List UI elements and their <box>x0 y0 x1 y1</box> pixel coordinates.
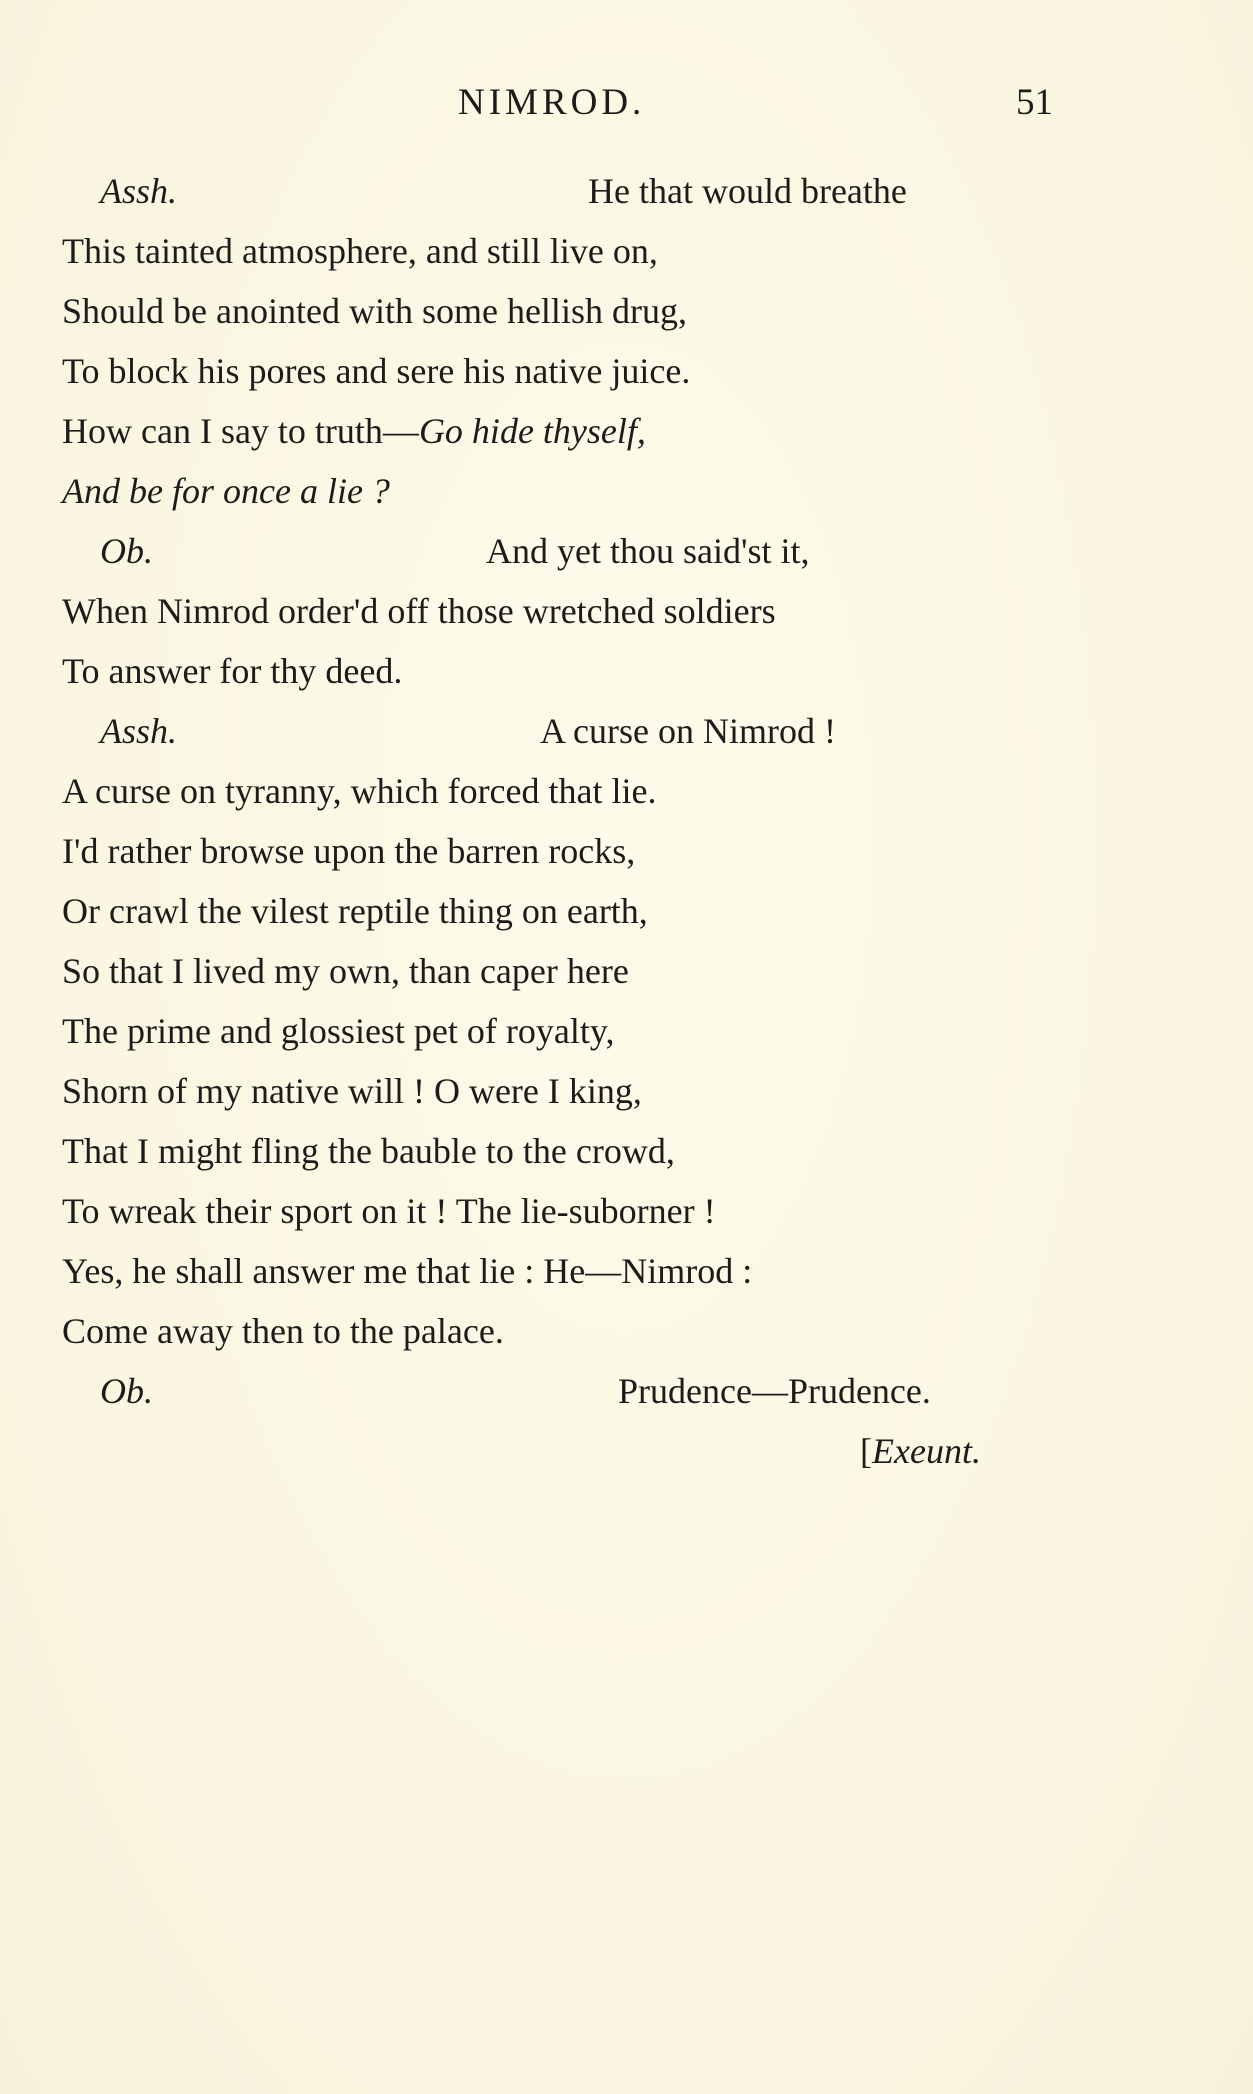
verse-line <box>62 408 646 454</box>
stage-bracket: [ <box>860 1431 872 1471</box>
speaker-label: Assh. <box>100 711 178 751</box>
verse-line: To answer for thy deed. <box>62 651 403 691</box>
verse-line: To wreak their sport on it ! The lie-suborner ! <box>62 1191 716 1231</box>
verse-line: A curse on Nimrod ! <box>540 711 836 751</box>
verse-line-italic: Go hide thyself, <box>418 411 646 451</box>
verse-line: Or crawl the vilest reptile thing on earth, <box>62 891 648 931</box>
verse-line: Should be anointed with some hellish drug, <box>62 291 687 331</box>
speaker-label: Assh. <box>100 171 178 211</box>
verse-line: Come away then to the palace. <box>62 1311 504 1351</box>
verse-line: When Nimrod order'd off those wretched soldiers <box>62 591 776 631</box>
verse-line-italic: And be for once a lie ? <box>62 471 390 511</box>
verse-line: Shorn of my native will ! O were I king, <box>62 1071 642 1111</box>
speaker-label: Ob. <box>100 1371 153 1411</box>
verse-line: He that would breathe <box>588 171 907 211</box>
speaker-label: Ob. <box>100 531 153 571</box>
stage-direction <box>860 1428 981 1474</box>
verse-line: A curse on tyranny, which forced that lie. <box>62 771 657 811</box>
running-title: NIMROD. <box>458 82 646 123</box>
verse-line: That I might fling the bauble to the crowd, <box>62 1131 675 1171</box>
running-head <box>0 78 1253 128</box>
page-number: 51 <box>1016 82 1053 123</box>
stage-direction-text: Exeunt. <box>872 1431 981 1471</box>
verse-line: Yes, he shall answer me that lie : He—Nimrod : <box>62 1251 753 1291</box>
verse-line-roman: How can I say to truth— <box>62 411 419 451</box>
verse-line: I'd rather browse upon the barren rocks, <box>62 831 636 871</box>
verse-line: And yet thou said'st it, <box>486 531 810 571</box>
verse-line: So that I lived my own, than caper here <box>62 951 629 991</box>
verse-line: This tainted atmosphere, and still live on, <box>62 231 658 271</box>
verse-line: Prudence—Prudence. <box>618 1371 931 1411</box>
verse-line: The prime and glossiest pet of royalty, <box>62 1011 615 1051</box>
verse-line: To block his pores and sere his native juice. <box>62 351 691 391</box>
